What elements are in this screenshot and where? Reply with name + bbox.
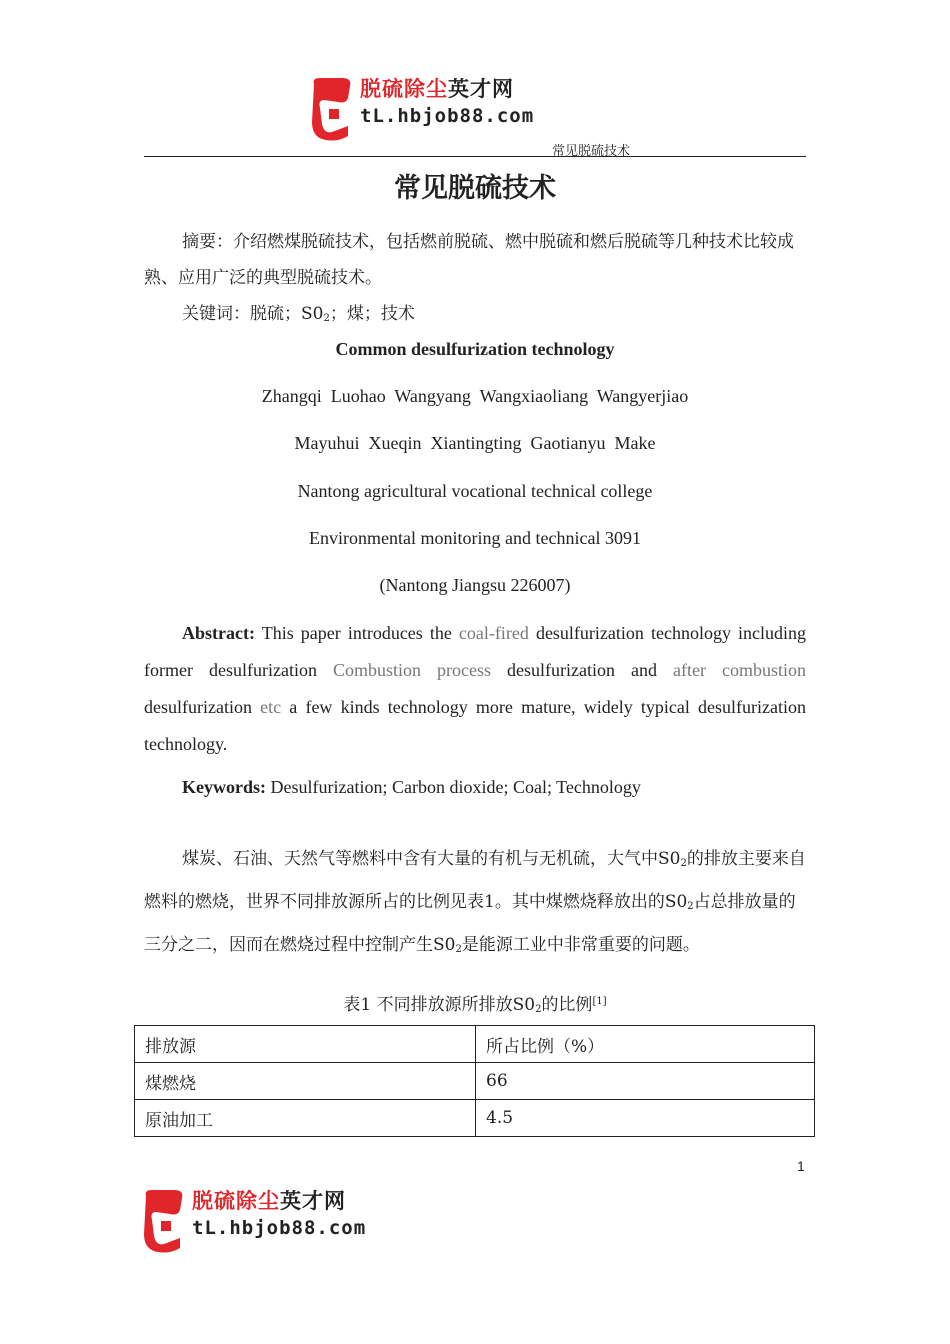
running-title: 常见脱硫技术 [552,144,631,159]
english-title: Common desulfurization technology [335,339,615,359]
table-cell: 4.5 [476,1100,815,1137]
logo-cn-black: 英才网 [448,77,514,101]
authors-line-2: Mayuhui Xueqin Xiantingting Gaotianyu Make [294,433,656,453]
table-caption: 表1 不同排放源所排放$S0_2$的比例[1] [343,995,607,1015]
emission-source-table [134,1025,815,1137]
body-paragraph: 煤炭、石油、天然气等燃料中含有大量的有机与无机硫，大气中$S0_2$的排放主要来自燃料的燃烧，世界不同排放源所占的比例见表1。其中煤燃烧释放出的$S0_2$占总排放量的三分之二，因而在燃烧过程中控制产生$S0_2$是能源工业中非常重要的问题。 [144,849,806,955]
logo-cn-red: 脱硫除尘 [192,1189,280,1213]
table-header-cell: 所占比例（%） [476,1026,815,1063]
logo-url: tL.hbjob88.com [192,1217,367,1239]
table-row [135,1100,815,1137]
page-number: 1 [797,1158,805,1174]
document-title: 常见脱硫技术 [394,173,556,204]
logo-cn-black: 英才网 [280,1189,346,1213]
address: (Nantong Jiangsu 226007) [379,575,571,595]
keywords-cn: 关键词：脱硫；$S0_2$；煤；技术 [182,304,415,324]
keywords-en: Keywords: Desulfurization; Carbon dioxide; Coal; Technology [182,777,641,797]
table-row [135,1063,815,1100]
header-logo [308,76,534,142]
logo-emblem-icon [308,76,354,142]
footer-logo [140,1188,366,1254]
table-header-row [135,1026,815,1063]
logo-cn-red: 脱硫除尘 [360,77,448,101]
table-cell: 煤燃烧 [135,1063,476,1100]
header-rule [144,156,806,157]
logo-emblem-icon [140,1188,186,1254]
logo-url: tL.hbjob88.com [360,105,535,127]
affiliation: Nantong agricultural vocational technical college [297,481,653,501]
table-cell: 66 [476,1063,815,1100]
table-cell: 原油加工 [135,1100,476,1137]
abstract-en: Abstract: This paper introduces the coal-fired desulfurization technology including former desulfurization Combustion process desulfurization and after combustion desulfurization etc a few kinds technology more mature, widely typical desulfurization technology. [144,623,806,754]
table-header-cell: 排放源 [135,1026,476,1063]
department: Environmental monitoring and technical 3091 [309,528,641,548]
authors-line-1: Zhangqi Luohao Wangyang Wangxiaoliang Wangyerjiao [261,386,689,406]
abstract-cn: 摘要：介绍燃煤脱硫技术，包括燃前脱硫、燃中脱硫和燃后脱硫等几种技术比较成熟、应用广泛的典型脱硫技术。 [144,232,794,288]
